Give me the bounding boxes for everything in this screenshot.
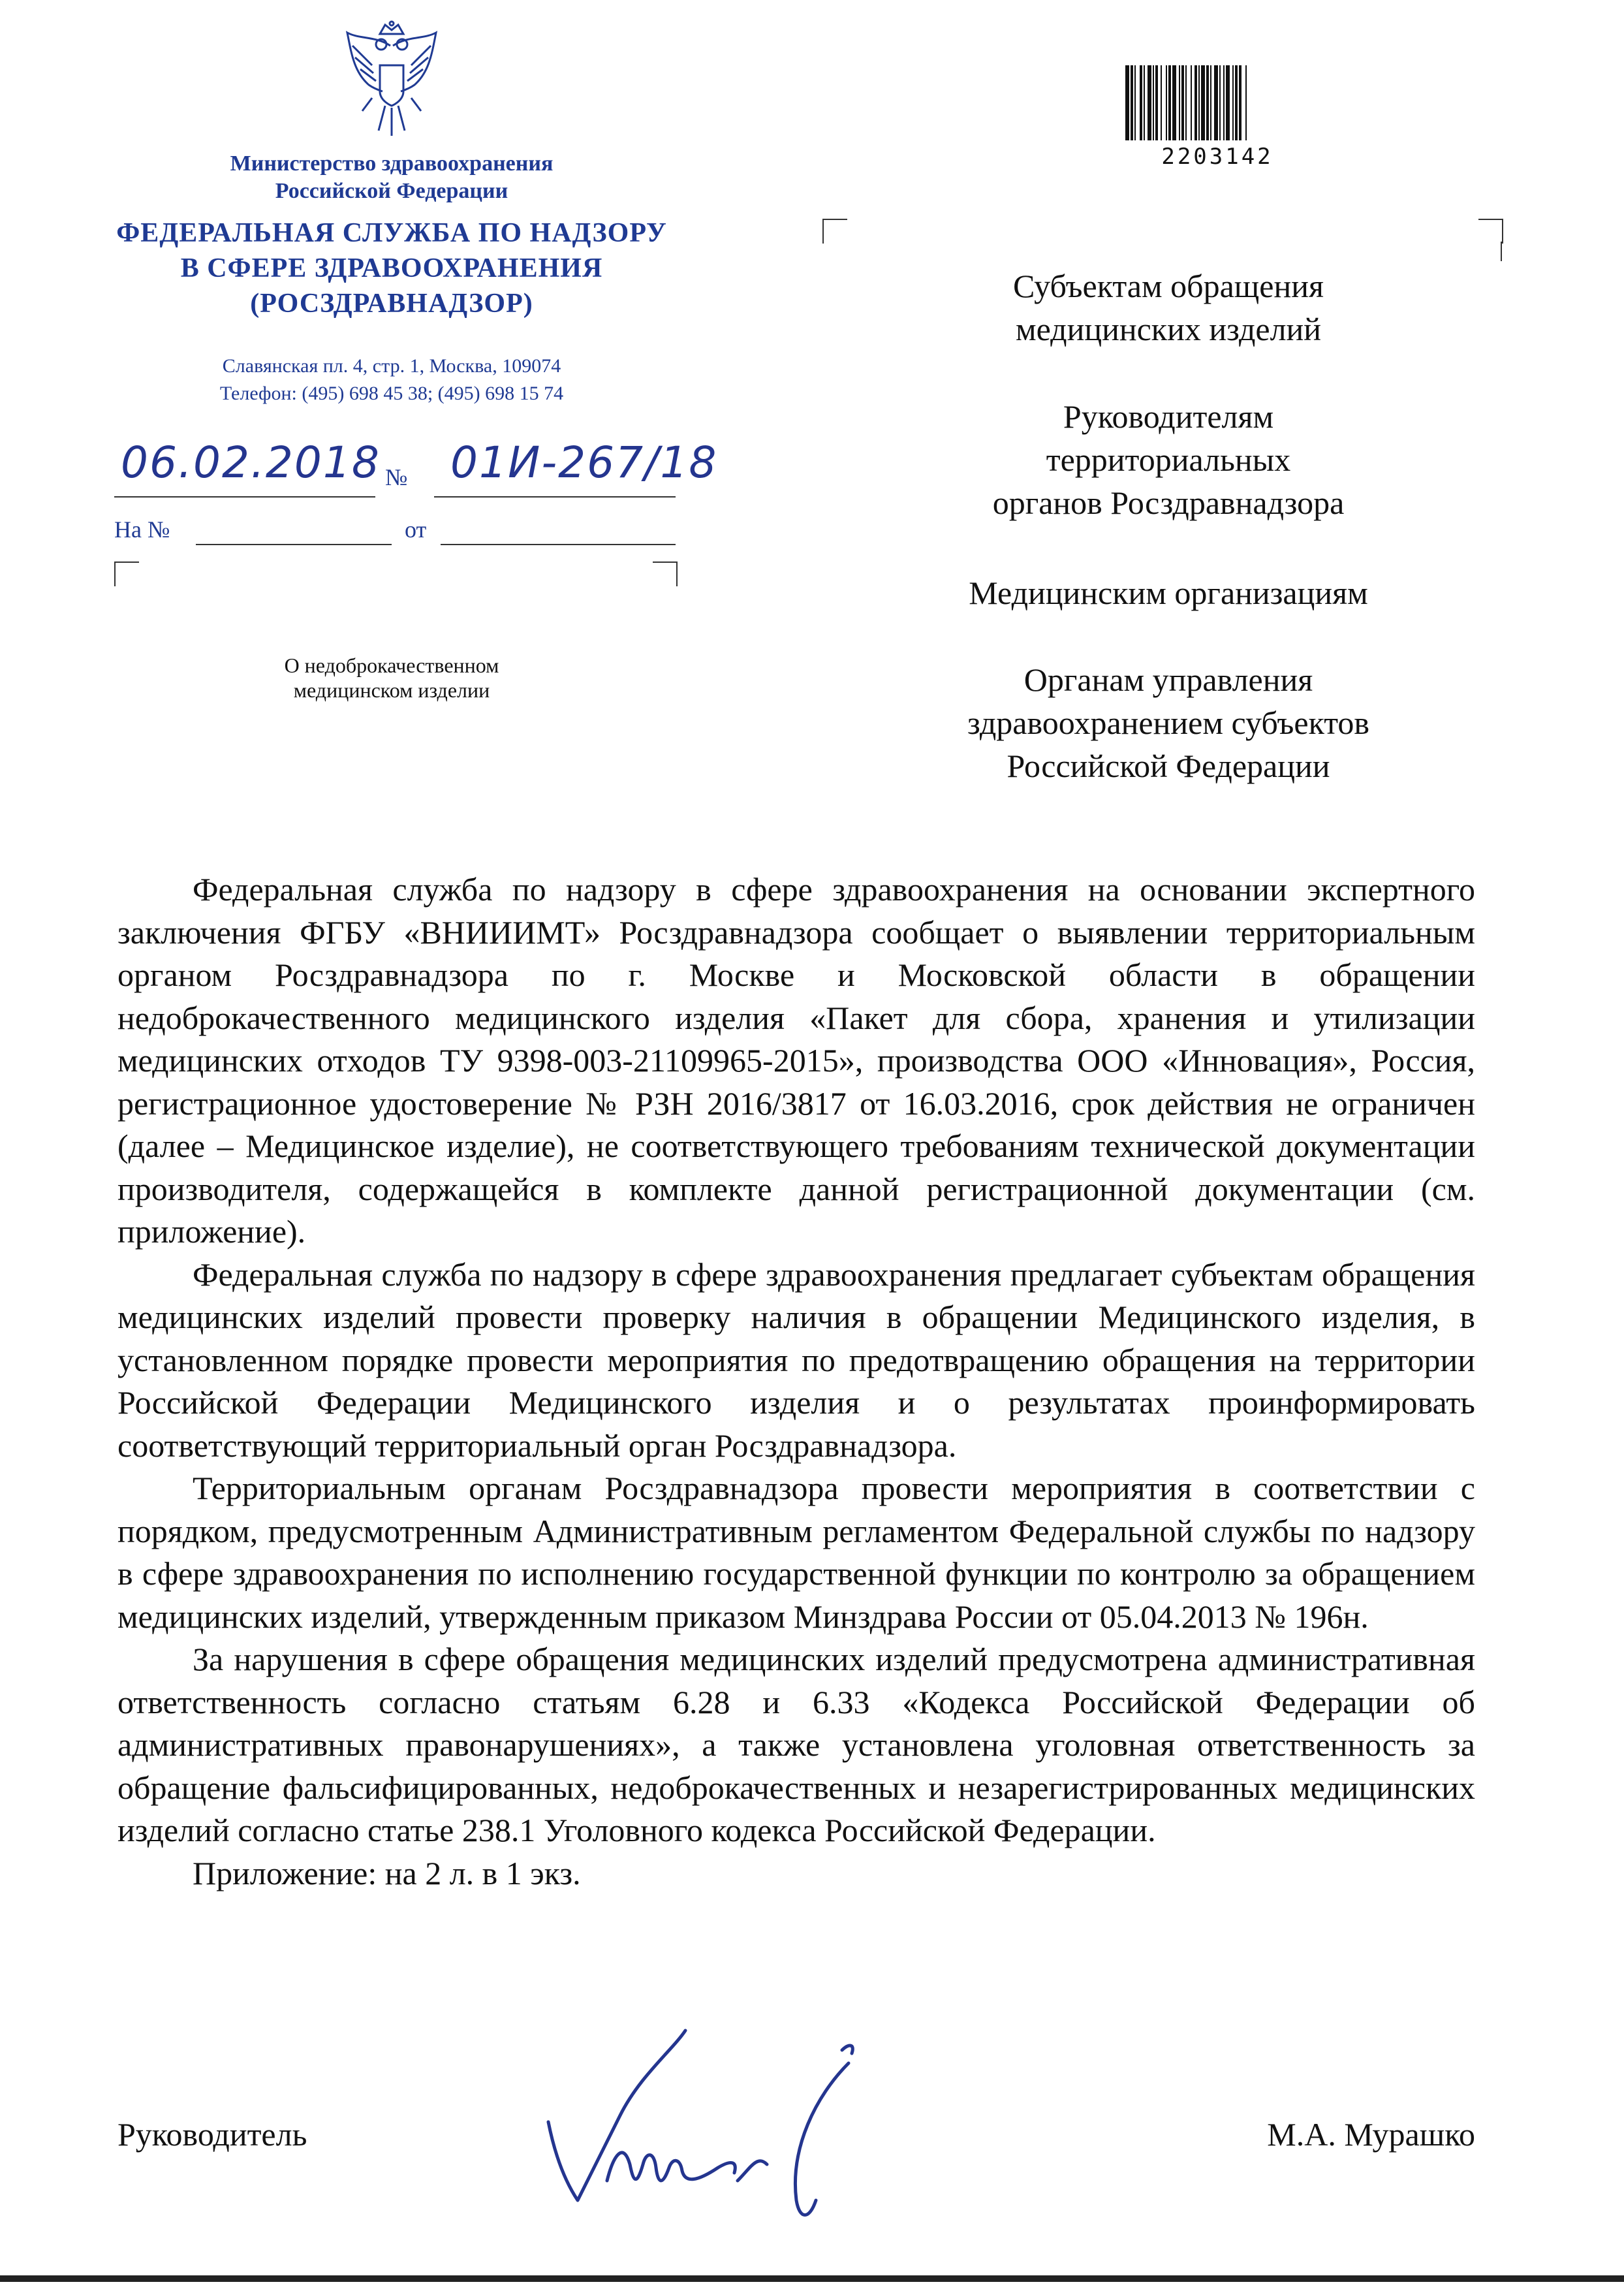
addressee-2-line-2: территориальных (1046, 441, 1291, 478)
ministry-line-2: Российской Федерации (275, 179, 508, 203)
body-paragraph-2: Федеральная служба по надзору в сфере здравоохранения предлагает субъектам обращения медицинских изделий провести проверку наличия в обращении Медицинского изделия, в установленном порядке провести мероприятия по предотвращению обращения на территории Российской Федерации Медицинского изделия и о результатах проинформировать соответствующий территориальный орган Росздравнадзора. (117, 1256, 1475, 1464)
signatory-position: Руководитель (117, 2116, 307, 2153)
ref-number-label: На № (114, 516, 170, 543)
address-line: Славянская пл. 4, стр. 1, Москва, 109074 (222, 355, 561, 377)
subject-line-2: медицинском изделии (293, 678, 490, 702)
bracket-addressee-left (822, 219, 847, 244)
addressee-4-line-3: Российской Федерации (1007, 748, 1330, 784)
bracket-addressee-right (1478, 219, 1503, 244)
ref-from-line (441, 544, 676, 545)
addressee-2-line-3: органов Росздравнадзора (992, 484, 1345, 521)
barcode-icon (1123, 65, 1312, 140)
addressee-2 (875, 395, 1462, 524)
ministry-name (98, 150, 685, 205)
service-line-3: (РОСЗДРАВНАДЗОР) (250, 289, 533, 319)
service-line-2: В СФЕРЕ ЗДРАВООХРАНЕНИЯ (180, 253, 603, 283)
date-underline (114, 496, 375, 498)
body-attachment: Приложение: на 2 л. в 1 экз. (193, 1854, 581, 1891)
address-block (98, 353, 685, 407)
body-paragraph-4: За нарушения в сфере обращения медицинских изделий предусмотрена административная ответственность согласно статьям 6.28 и 6.33 «Кодекса Российской Федерации об административных правонарушениях», а также установлена уголовная ответственность за обращение фальсифицированных, недоброкачественных и незарегистрированных медицинских изделий согласно статье 238.1 Уголовного кодекса Российской Федерации. (117, 1641, 1475, 1848)
addressee-2-line-1: Руководителям (1063, 398, 1274, 435)
page-bottom-border (0, 2275, 1624, 2282)
phone-line: Телефон: (495) 698 45 38; (495) 698 15 74 (219, 383, 564, 404)
service-name (98, 215, 685, 321)
body-paragraph-1: Федеральная служба по надзору в сфере здравоохранения на основании экспертного заключения ФГБУ «ВНИИИМТ» Росздравнадзора сообщает о выявлении территориальным органом Росздравнадзора по г. Москве и Московской области в обращении недоброкачественного медицинского изделия «Пакет для сбора, хранения и утилизации медицинских отходов ТУ 9398-003-21109965-2015», производства ООО «Инновация», Россия, регистрационное удостоверение № РЗН 2016/3817 от 16.03.2016, срок действия не ограничен (далее – Медицинское изделие), не соответствующего требованиям технической документации производителя, содержащейся в комплекте данной регистрационной документации (см. приложение). (117, 871, 1475, 1250)
addressee-3 (875, 571, 1462, 614)
letter-subject (222, 653, 561, 703)
body-paragraph-3: Территориальным органам Росздравнадзора провести мероприятия в соответствии с порядком, предусмотренным Административным регламентом Федеральной службы по надзору в сфере здравоохранения по исполнению государственной функции по контролю за обращением медицинских изделий, утвержденным приказом Минздрава России от 05.04.2013 № 196н. (117, 1470, 1475, 1635)
addressee-3-line-1: Медицинским организациям (969, 575, 1368, 611)
handwritten-signature (509, 2024, 914, 2239)
addressee-4-line-2: здравоохранением субъектов (967, 704, 1370, 741)
addressee-1-line-1: Субъектам обращения (1013, 268, 1324, 304)
coat-of-arms-icon (339, 20, 444, 144)
signatory-name: М.А. Мурашко (1267, 2116, 1475, 2153)
letter-body (117, 868, 1475, 1895)
bracket-top-left (114, 561, 139, 586)
service-line-1: ФЕДЕРАЛЬНАЯ СЛУЖБА ПО НАДЗОРУ (116, 218, 667, 248)
number-label: № (385, 464, 408, 490)
bracket-addressee-right-tail (1501, 242, 1502, 261)
ref-number-line (196, 544, 392, 545)
addressee-1 (875, 264, 1462, 351)
barcode-number: 2203142 (1161, 144, 1273, 170)
number-underline (434, 496, 676, 498)
addressee-1-line-2: медицинских изделий (1015, 311, 1322, 347)
subject-line-1: О недоброкачественном (284, 654, 499, 677)
addressee-4-line-1: Органам управления (1023, 661, 1313, 698)
ref-from-label: от (405, 516, 427, 543)
handwritten-number: 01И-267/18 (450, 437, 718, 488)
handwritten-date: 06.02.2018 (121, 437, 381, 488)
ministry-line-1: Министерство здравоохранения (230, 151, 554, 176)
addressee-4 (875, 658, 1462, 787)
bracket-top-right (653, 561, 678, 586)
